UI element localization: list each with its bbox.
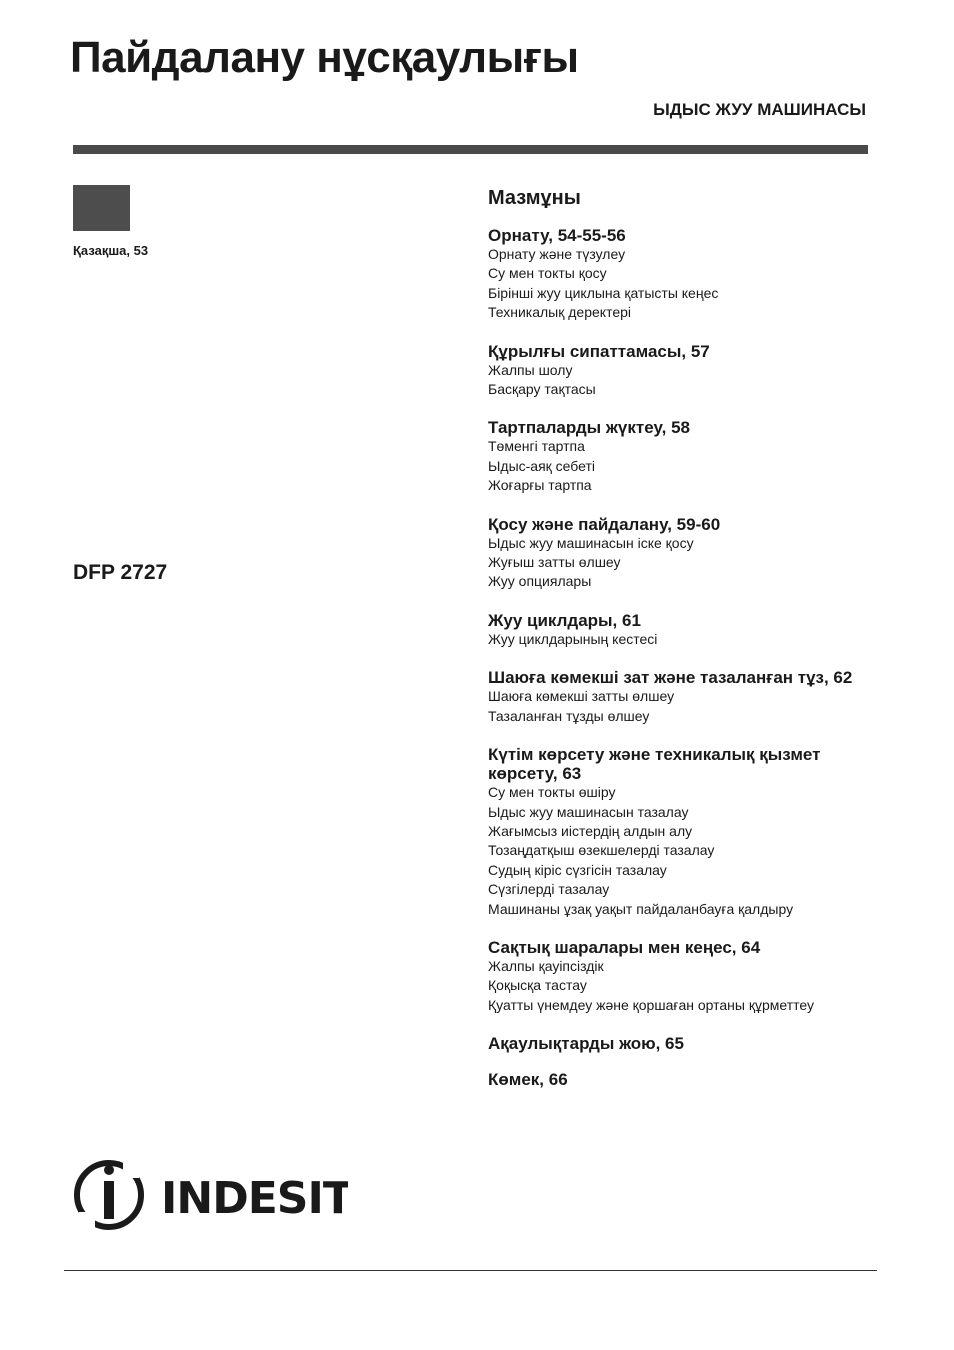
- model-number: DFP 2727: [73, 561, 168, 584]
- toc-item: Ыдыс жуу машинасын тазалау: [488, 803, 689, 820]
- toc-section-title: Ақаулықтарды жою, 65: [488, 1034, 684, 1054]
- toc-item: Жуу циклдарының кестесі: [488, 630, 658, 647]
- toc-section: [488, 745, 873, 919]
- toc-item: Бірінші жуу циклына қатысты кеңес: [488, 284, 719, 301]
- header-divider: [73, 145, 868, 154]
- toc-section: [488, 1070, 873, 1089]
- toc-item: Жағымсыз иістердің алдын алу: [488, 822, 693, 839]
- toc-item: Қуатты үнемдеу және қоршаған ортаны құрметтеу: [488, 996, 815, 1013]
- toc-section: [488, 515, 873, 592]
- toc-item: Су мен токты қосу: [488, 265, 607, 282]
- table-of-contents: [488, 186, 873, 1106]
- toc-item: Жалпы шолу: [488, 361, 573, 378]
- toc-section: [488, 938, 873, 1015]
- toc-section-title: Сақтық шаралары мен кеңес, 64: [488, 937, 761, 957]
- toc-item: Орнату және түзулеу: [488, 246, 626, 262]
- product-category: ЫДЫС ЖУУ МАШИНАСЫ: [653, 100, 866, 119]
- toc-section: [488, 418, 873, 495]
- toc-item: Ыдыс жуу машинасын іске қосу: [488, 534, 694, 551]
- indesit-logo: [73, 1156, 348, 1234]
- toc-item: Төменгі тартпа: [488, 438, 585, 455]
- toc-section-title: Шаюға көмекші зат және тазаланған тұз, 62: [488, 668, 853, 688]
- toc-heading: Мазмұны: [488, 187, 581, 209]
- toc-item: Судың кіріс сүзгісін тазалау: [488, 861, 667, 878]
- toc-section: [488, 668, 873, 726]
- toc-section: [488, 1034, 873, 1053]
- indesit-logo-mark: [73, 1156, 348, 1234]
- toc-item: Ыдыс-аяқ себеті: [488, 457, 596, 474]
- toc-item: Жалпы қауіпсіздік: [488, 957, 604, 974]
- language-label: Қазақша, 53: [73, 243, 149, 258]
- toc-item: Жуу опциялары: [488, 573, 592, 590]
- toc-item: Жоғарғы тартпа: [488, 477, 592, 494]
- toc-sections: [488, 226, 873, 1089]
- toc-section: [488, 611, 873, 649]
- toc-item: Басқару тақтасы: [488, 381, 596, 398]
- toc-section: [488, 342, 873, 400]
- toc-section-title: Қосу және пайдалану, 59-60: [488, 514, 721, 534]
- toc-item: Қоқысқа тастау: [488, 977, 587, 994]
- toc-item: Техникалық деректері: [488, 304, 632, 321]
- toc-item: Машинаны ұзақ уақыт пайдаланбауға қалдыру: [488, 900, 794, 917]
- toc-item: Су мен токты өшіру: [488, 784, 616, 801]
- toc-section-title: Құрылғы сипаттамасы, 57: [488, 341, 710, 361]
- toc-section: [488, 226, 873, 323]
- language-marker-square: [73, 185, 130, 231]
- toc-item: Шаюға көмекші затты өлшеу: [488, 688, 675, 705]
- toc-item: Тозаңдатқыш өзекшелерді тазалау: [488, 842, 715, 859]
- toc-item: Тазаланған тұзды өлшеу: [488, 707, 650, 724]
- page-title: Пайдалану нұсқаулығы: [70, 33, 579, 82]
- toc-section-title: Күтім көрсету және техникалық қызмет көрсету, 63: [488, 745, 821, 784]
- toc-section-title: Орнату, 54-55-56: [488, 226, 626, 245]
- footer-divider: [64, 1270, 877, 1271]
- toc-item: Сүзгілерді тазалау: [488, 881, 610, 898]
- toc-section-title: Тартпаларды жүктеу, 58: [488, 418, 690, 438]
- toc-section-title: Жуу циклдары, 61: [488, 610, 641, 630]
- toc-item: Жуғыш затты өлшеу: [488, 554, 621, 571]
- logo-wordmark: INDESIT: [161, 1173, 348, 1224]
- toc-section-title: Көмек, 66: [488, 1070, 568, 1090]
